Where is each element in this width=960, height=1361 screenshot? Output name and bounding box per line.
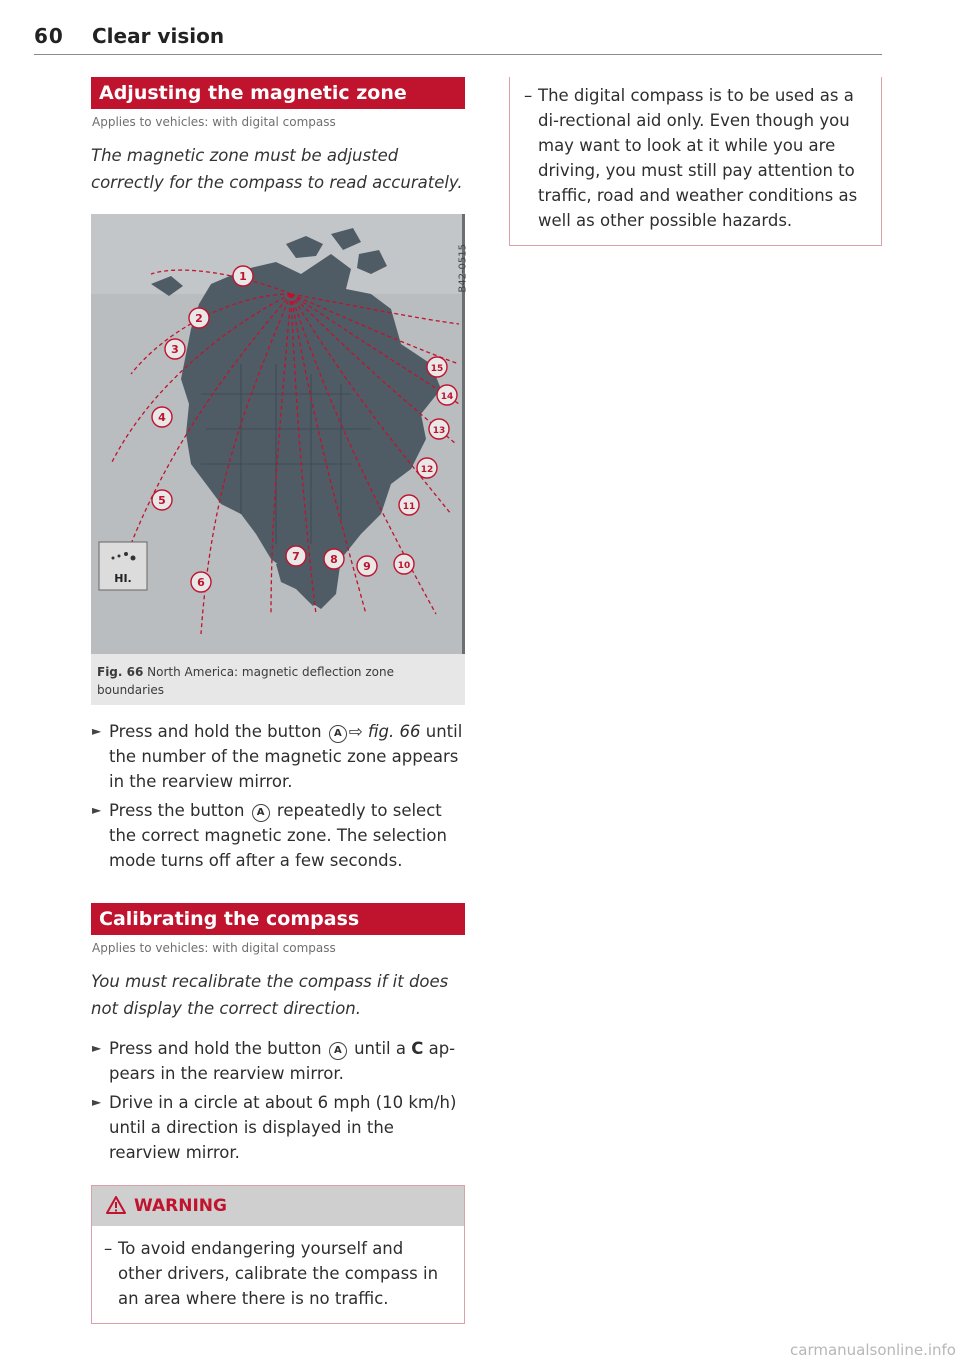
button-a-icon: A bbox=[252, 804, 270, 822]
ref-arrow-icon: ⇨ bbox=[348, 722, 363, 741]
inset-label: HI. bbox=[114, 572, 132, 585]
zone-label: 1 bbox=[239, 270, 247, 283]
zone-label: 14 bbox=[440, 392, 454, 402]
figure-reference[interactable]: fig. 66 bbox=[367, 722, 421, 741]
bullet-arrow-icon: ► bbox=[92, 724, 102, 738]
button-a-icon: A bbox=[329, 725, 347, 743]
figure-caption-text: North America: magnetic deflection zone boundaries bbox=[97, 665, 394, 697]
section-intro: The magnetic zone must be adjusted correctly for the compass to read accurately. bbox=[91, 146, 463, 192]
list-item: ► Press the button A repeatedly to select the correct magnetic zone. The selection mode turns off after a few seconds. bbox=[91, 798, 465, 873]
hawaii-inset bbox=[99, 542, 147, 590]
section-intro: You must recalibrate the compass if it does not display the correct direction. bbox=[91, 972, 449, 1018]
zone-label: 10 bbox=[397, 561, 411, 571]
figure-code: B42-0515 bbox=[458, 244, 469, 293]
zone-label: 7 bbox=[292, 550, 300, 563]
left-column bbox=[91, 77, 469, 1324]
note-item: – The digital compass is to be used as a di-rectional aid only. Even though you may want to look at it while you are driving, you must still pay attention to traffic, road and weather conditions as well as other possible hazards. bbox=[524, 86, 858, 230]
adjust-steps bbox=[91, 719, 465, 873]
figure-caption bbox=[91, 654, 465, 705]
warning-title: WARNING bbox=[134, 1196, 227, 1216]
zone-label: 6 bbox=[197, 576, 205, 589]
warning-box bbox=[91, 1185, 465, 1324]
zone-label: 2 bbox=[195, 312, 203, 325]
applies-note: Applies to vehicles: with digital compass bbox=[92, 115, 336, 129]
zone-label: 11 bbox=[402, 502, 416, 512]
zone-label: 3 bbox=[171, 343, 179, 356]
section-title-magnetic-zone: Adjusting the magnetic zone bbox=[91, 77, 465, 109]
calibrate-steps bbox=[91, 1036, 465, 1165]
note-box bbox=[509, 77, 882, 246]
chapter-title: Clear vision bbox=[92, 24, 225, 48]
bullet-arrow-icon: ► bbox=[92, 1095, 102, 1109]
map-graphic bbox=[91, 214, 462, 654]
figure-label: Fig. 66 bbox=[97, 665, 144, 679]
watermark: carmanualsonline.info bbox=[790, 1341, 956, 1359]
magnetic-zone-map bbox=[91, 214, 469, 654]
zone-label: 9 bbox=[363, 560, 371, 573]
bullet-arrow-icon: ► bbox=[92, 1041, 102, 1055]
applies-note: Applies to vehicles: with digital compass bbox=[92, 941, 336, 955]
page-number: 60 bbox=[34, 24, 64, 48]
button-a-icon: A bbox=[329, 1042, 347, 1060]
page-header bbox=[34, 24, 882, 55]
list-item: ► Press and hold the button A ⇨ fig. 66 until the number of the magnetic zone appears in the rearview mirror. bbox=[91, 719, 465, 794]
zone-label: 12 bbox=[420, 465, 434, 475]
zone-label: 5 bbox=[158, 494, 166, 507]
zone-label: 13 bbox=[432, 426, 446, 436]
warning-header bbox=[92, 1186, 464, 1226]
zone-label: 4 bbox=[158, 411, 166, 424]
list-item: ► Press and hold the button A until a C ap-pears in the rearview mirror. bbox=[91, 1036, 465, 1086]
list-item: ► Drive in a circle at about 6 mph (10 km/h) until a direction is displayed in the rearview mirror. bbox=[91, 1090, 465, 1165]
section-title-calibrating: Calibrating the compass bbox=[91, 903, 465, 935]
bullet-arrow-icon: ► bbox=[92, 803, 102, 817]
zone-label: 15 bbox=[430, 364, 444, 374]
warning-triangle-icon bbox=[106, 1196, 126, 1214]
figure-66 bbox=[91, 214, 469, 705]
warning-text: – To avoid endangering yourself and other drivers, calibrate the compass in an area where there is no traffic. bbox=[104, 1239, 439, 1308]
zone-label: 8 bbox=[330, 553, 338, 566]
